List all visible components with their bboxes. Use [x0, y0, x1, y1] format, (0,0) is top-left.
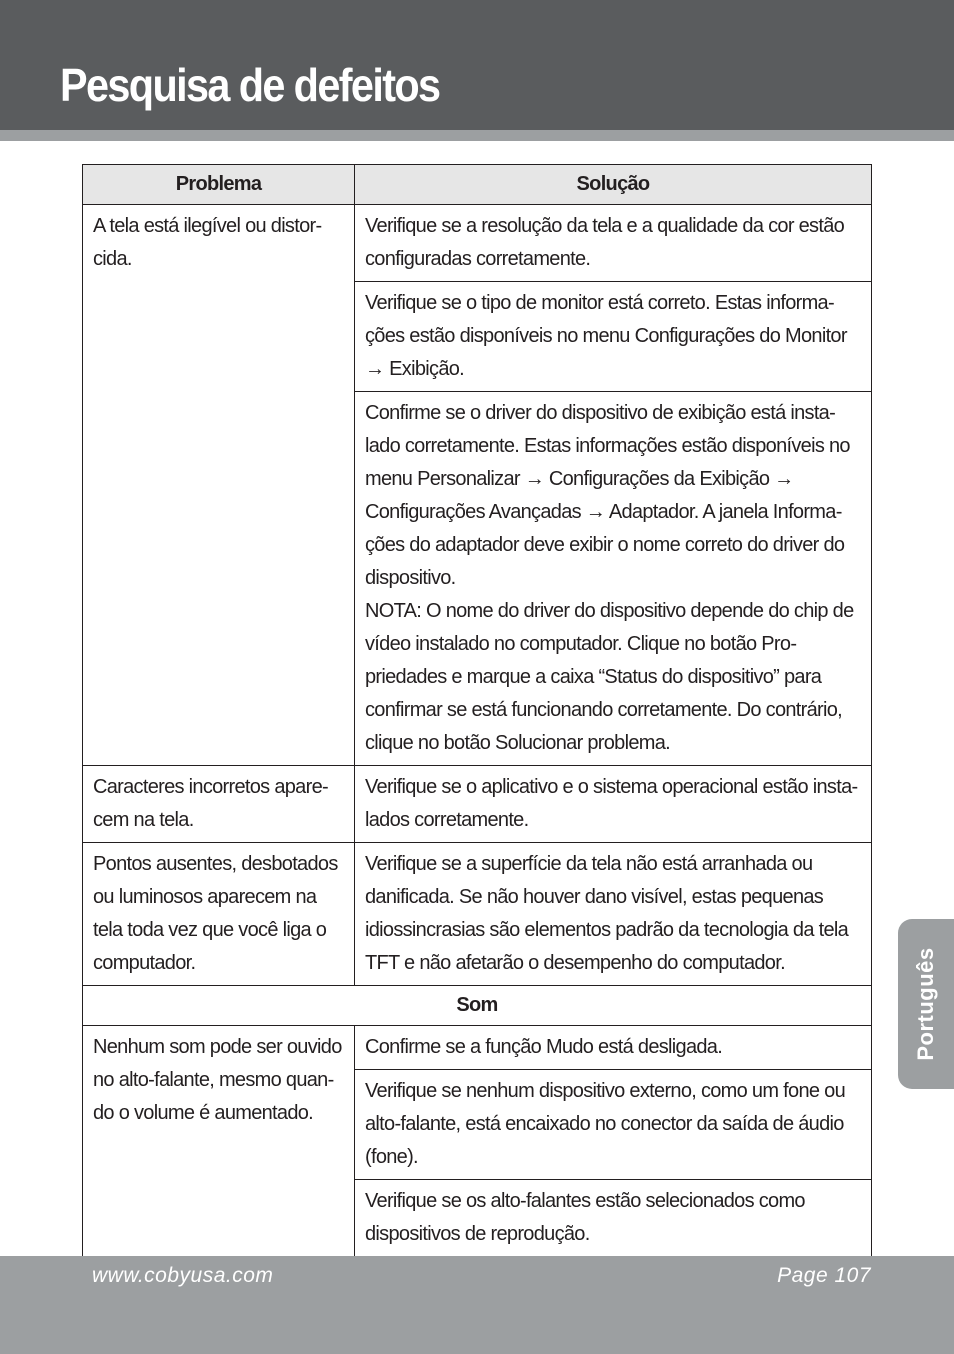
solution-cell: [355, 282, 872, 392]
page-title: Pesquisa de defeitos: [60, 59, 440, 111]
solution-cell: [355, 392, 872, 766]
solution-text: Exibição.: [389, 358, 465, 380]
column-header-solution: Solução: [355, 165, 872, 205]
solution-text: Verifique se o tipo de monitor está correto. Estas informa-ções estão disponíveis no menu Configurações do Monitor: [365, 292, 847, 347]
solution-cell: Verifique se a resolução da tela e a qualidade da cor estão configuradas corretamente.: [355, 205, 872, 282]
arrow-right-icon: →: [774, 468, 794, 490]
solution-cell: Verifique se nenhum dispositivo externo, como um fone ou alto-falante, está encaixado no conector da saída de áudio (fone).: [355, 1070, 872, 1180]
problem-cell: A tela está ilegível ou distor-cida.: [83, 205, 355, 766]
header-rule: [0, 130, 954, 141]
table-row: [83, 766, 872, 843]
solution-text: Configurações da Exibição: [548, 468, 770, 490]
arrow-right-icon: →: [585, 501, 606, 523]
page-number: Page 107: [777, 1264, 871, 1287]
solution-cell: Verifique se a superfície da tela não está arranhada ou danificada. Se não houver dano visível, estas pequenas idiossincrasias são elementos padrão da tecnologia da tela TFT e não afetarão o desempenho do computador.: [355, 843, 872, 986]
language-tab: [898, 919, 954, 1089]
solution-text: Adaptador. A janela Informa-ções do adaptador deve exibir o nome correto do driver do dispositivo.: [365, 501, 845, 589]
table-header-row: [83, 165, 872, 205]
table-row: [83, 205, 872, 282]
troubleshooting-table: [82, 164, 872, 1257]
arrow-right-icon: →: [524, 468, 545, 490]
column-header-problem: Problema: [83, 165, 355, 205]
problem-cell: Nenhum som pode ser ouvido no alto-falante, mesmo quan-do o volume é aumentado.: [83, 1026, 355, 1257]
section-row: [83, 986, 872, 1026]
solution-cell: Confirme se a função Mudo está desligada.: [355, 1026, 872, 1070]
section-heading-sound: Som: [83, 986, 872, 1026]
solution-text: Configurações Avançadas: [365, 501, 581, 523]
solution-text: Confirme se o driver do dispositivo de exibição está insta-lado corretamente. Estas informações estão disponíveis no menu Personalizar: [365, 402, 850, 490]
table-row: [83, 1026, 872, 1070]
solution-cell: Verifique se o aplicativo e o sistema operacional estão insta-lados corretamente.: [355, 766, 872, 843]
note-text: NOTA: O nome do driver do dispositivo depende do chip de vídeo instalado no computador. Clique no botão Pro-priedades e marque a caixa “Status do dispositivo” para confirmar se está funcionando corretamente. Do contrário, clique no botão Solucionar problema.: [365, 600, 854, 754]
arrow-right-icon: →: [365, 358, 385, 380]
language-tab-label: Português: [913, 947, 938, 1061]
footer-url: www.cobyusa.com: [92, 1264, 274, 1287]
problem-cell: Pontos ausentes, desbotados ou luminosos aparecem na tela toda vez que você liga o computador.: [83, 843, 355, 986]
solution-cell: Verifique se os alto-falantes estão selecionados como dispositivos de reprodução.: [355, 1180, 872, 1257]
page-footer: [0, 1256, 954, 1354]
problem-cell: Caracteres incorretos apare-cem na tela.: [83, 766, 355, 843]
table-row: [83, 843, 872, 986]
